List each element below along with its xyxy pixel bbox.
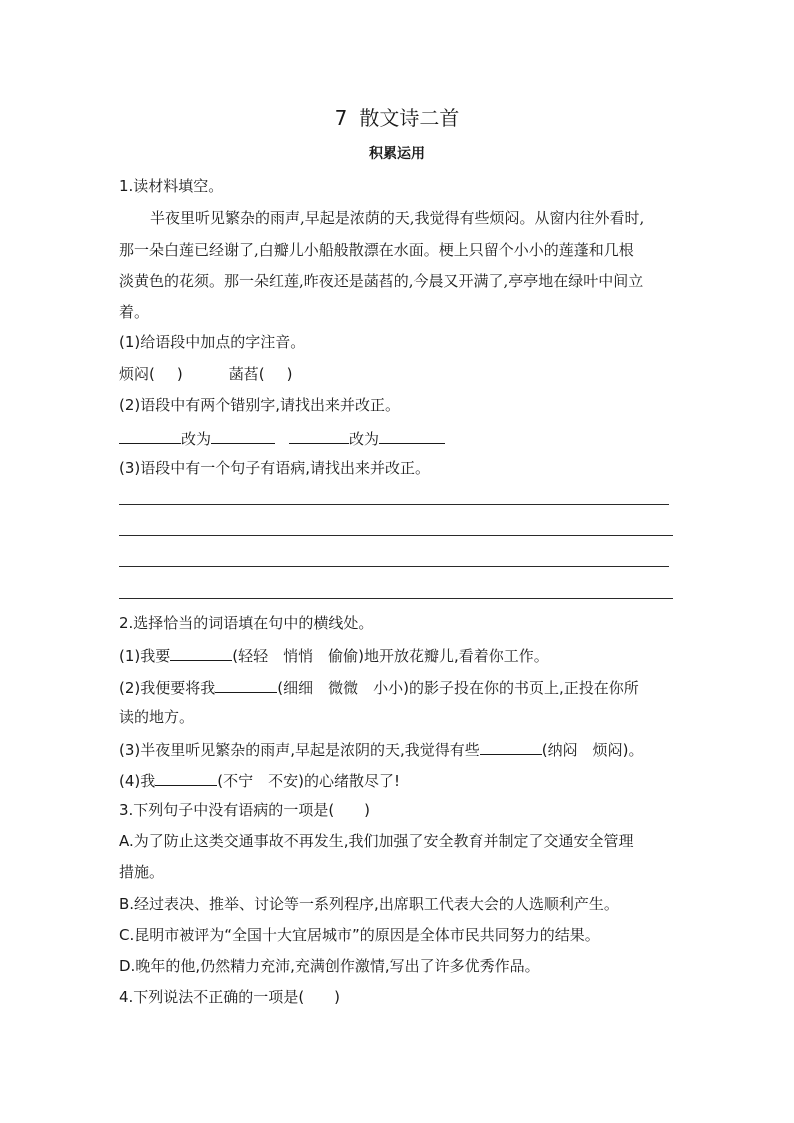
right-char-blank-1[interactable] — [211, 427, 275, 444]
fill-blank[interactable] — [215, 676, 277, 693]
question-1-sub-2: (2)语段中有两个错别字,请找出来并改正。 — [119, 396, 401, 414]
wrong-char-blank-2[interactable] — [289, 427, 349, 444]
question-4-stem: 4.下列说法不正确的一项是( ) — [119, 988, 341, 1006]
question-1-sub-3: (3)语段中有一个句子有语病,请找出来并改正。 — [119, 459, 431, 477]
question-3-stem: 3.下列句子中没有语病的一项是( ) — [119, 801, 371, 819]
option-a-cont: 措施。 — [119, 863, 165, 881]
fill-blank[interactable] — [155, 769, 217, 786]
lesson-title: 散文诗二首 — [359, 106, 460, 130]
lesson-number: 7 — [334, 106, 348, 130]
option-c[interactable]: C.昆明市被评为“全国十大宜居城市”的原因是全体市民共同努力的结果。 — [119, 926, 600, 944]
q2-item-2 — [119, 676, 639, 698]
item-text: (3)半夜里听见繁杂的雨声,早起是浓阴的天,我觉得有些 — [119, 741, 480, 759]
passage-line: 着。 — [119, 303, 150, 321]
section-heading: 积累运用 — [369, 146, 425, 162]
item-text: (4)我 — [119, 772, 156, 790]
correction-row — [119, 427, 445, 449]
question-2-stem: 2.选择恰当的词语填在句中的横线处。 — [119, 614, 374, 632]
item-options: (轻轻 悄悄 偷偷)地开放花瓣儿,看着你工作。 — [232, 647, 549, 665]
q2-item-2-cont: 读的地方。 — [119, 708, 195, 726]
item-options: (细细 微微 小小)的影子投在你的书页上,正投在你所 — [277, 679, 639, 697]
option-d[interactable]: D.晚年的他,仍然精力充沛,充满创作激情,写出了许多优秀作品。 — [119, 957, 540, 975]
option-a[interactable]: A.为了防止这类交通事故不再发生,我们加强了安全教育并制定了交通安全管理 — [119, 832, 634, 850]
question-1-sub-1: (1)给语段中加点的字注音。 — [119, 333, 306, 351]
item-text: (1)我要 — [119, 647, 171, 665]
q2-item-1 — [119, 644, 549, 666]
paren-close: ) — [176, 365, 183, 383]
answer-line[interactable] — [119, 566, 669, 567]
pinyin-word-1: 烦闷( — [119, 365, 155, 383]
fill-blank[interactable] — [170, 644, 232, 661]
right-char-blank-2[interactable] — [379, 427, 445, 444]
pinyin-row — [119, 364, 292, 384]
item-text: (2)我便要将我 — [119, 679, 216, 697]
fill-blank[interactable] — [480, 738, 542, 755]
answer-line[interactable] — [119, 598, 673, 599]
answer-line[interactable] — [119, 504, 669, 505]
option-b[interactable]: B.经过表决、推举、讨论等一系列程序,出席职工代表大会的人选顺利产生。 — [119, 895, 619, 913]
passage-line: 那一朵白莲已经谢了,白瓣儿小船般散漂在水面。梗上只留个小小的莲蓬和几根 — [119, 241, 634, 259]
change-label: 改为 — [181, 430, 212, 448]
passage-line: 半夜里听见繁杂的雨声,早起是浓荫的天,我觉得有些烦闷。从窗内往外看时, — [150, 209, 645, 227]
answer-line[interactable] — [119, 535, 673, 536]
wrong-char-blank-1[interactable] — [119, 427, 181, 444]
item-options: (不宁 不安)的心绪散尽了! — [217, 772, 400, 790]
paren-close: ) — [286, 365, 293, 383]
q2-item-4 — [119, 769, 400, 791]
q2-item-3 — [119, 738, 644, 760]
change-label: 改为 — [349, 430, 380, 448]
question-1-stem: 1.读材料填空。 — [119, 177, 224, 195]
item-options: (纳闷 烦闷)。 — [541, 741, 644, 759]
page-title — [0, 104, 794, 132]
pinyin-word-2: 菡萏( — [228, 365, 265, 383]
passage-line: 淡黄色的花须。那一朵红莲,昨夜还是菡萏的,今晨又开满了,亭亭地在绿叶中间立 — [119, 272, 644, 290]
